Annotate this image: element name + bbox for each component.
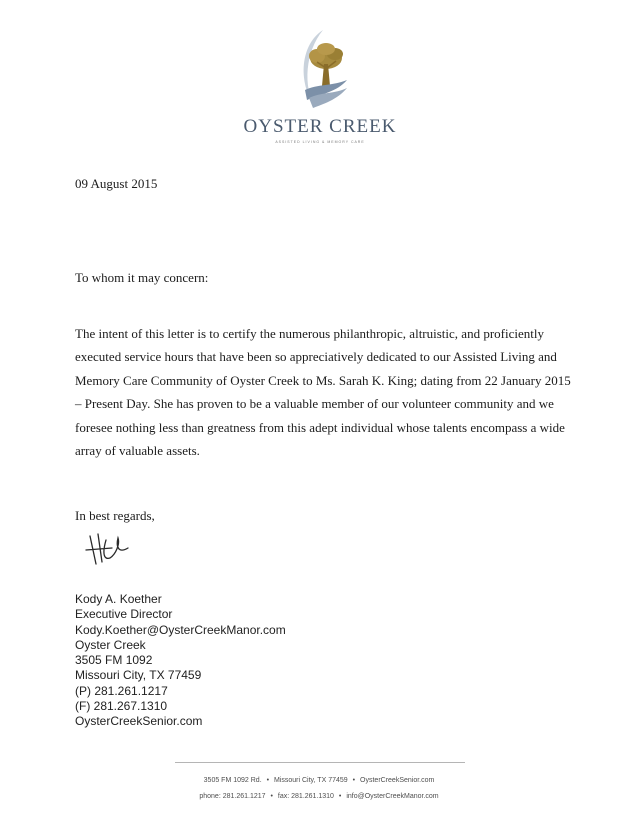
signature-block	[75, 592, 286, 730]
signer-city: Missouri City, TX 77459	[75, 668, 202, 683]
signer-fax: (F) 281.267.1310	[75, 699, 168, 714]
signer-street: 3505 FM 1092	[75, 653, 153, 668]
footer-address-line	[0, 777, 638, 784]
footer-divider	[175, 762, 465, 763]
signature-icon	[82, 524, 132, 574]
footer-separator: •	[352, 777, 356, 784]
signer-website: OysterCreekSenior.com	[75, 714, 203, 729]
brand-tagline: ASSISTED LIVING & MEMORY CARE	[275, 140, 365, 144]
brand-name: OYSTER CREEK	[243, 116, 397, 137]
footer-separator: •	[266, 777, 270, 784]
signer-organization: Oyster Creek	[75, 637, 146, 652]
salutation: To whom it may concern:	[75, 270, 209, 285]
footer-separator: •	[270, 793, 273, 800]
signer-title: Executive Director	[75, 607, 173, 622]
letter-date: 09 August 2015	[75, 176, 158, 191]
footer-city: Missouri City, TX 77459	[274, 777, 348, 784]
footer-separator: •	[338, 793, 342, 800]
footer-email: info@OysterCreekManor.com	[346, 793, 439, 800]
letterhead-logo	[200, 28, 440, 146]
footer-phone: phone: 281.261.1217	[199, 793, 266, 800]
footer-contact-line	[0, 793, 638, 800]
closing: In best regards,	[75, 508, 155, 523]
signer-phone: (P) 281.261.1217	[75, 683, 168, 698]
letter-body: The intent of this letter is to certify the numerous philanthropic, altruistic, and proficiently executed service hours that have been so appreciatively dedicated to our Assisted Living and Memory Care Community of Oyster Creek to Ms. Sarah K. King; dating from 22 January 2015 – Present Day. She has proven to be a valuable member of our volunteer community and we foresee nothing less than greatness from this adept individual whose talents encompass a wide array of valuable assets.	[75, 326, 571, 459]
footer-address: 3505 FM 1092 Rd.	[203, 777, 262, 784]
footer-website: OysterCreekSenior.com	[360, 777, 435, 784]
footer-fax: fax: 281.261.1310	[277, 793, 334, 800]
oyster-creek-logo-icon	[293, 28, 353, 116]
signer-name: Kody A. Koether	[75, 592, 162, 606]
signer-email: Kody.Koether@OysterCreekManor.com	[75, 622, 286, 637]
